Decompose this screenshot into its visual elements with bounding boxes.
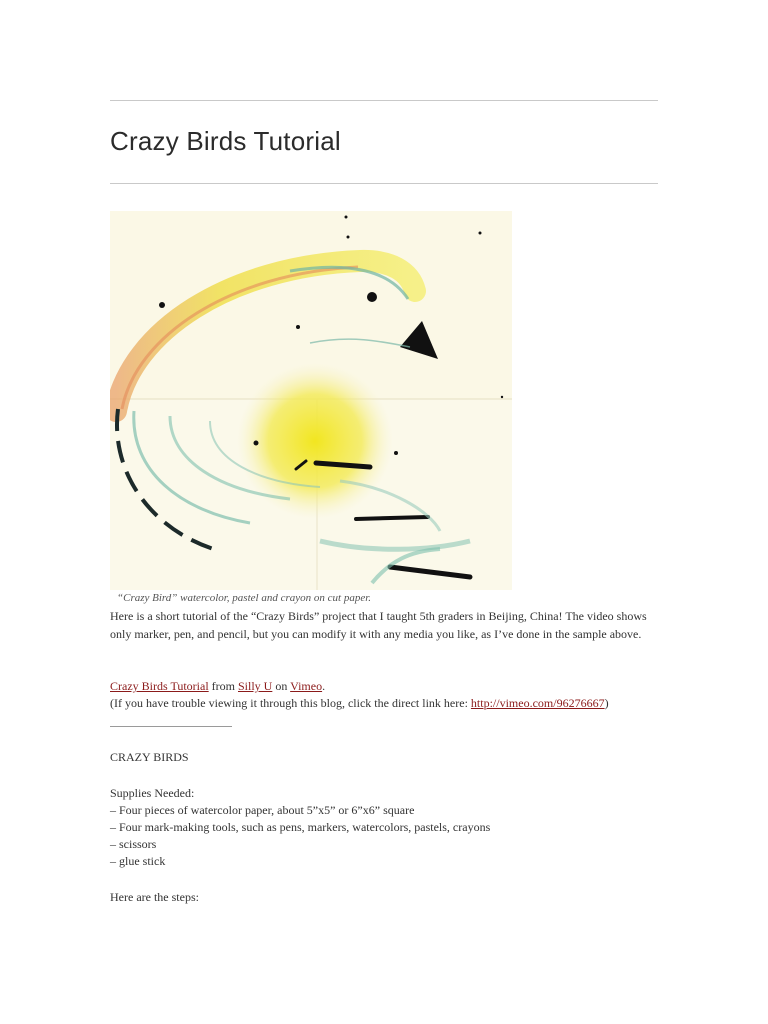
figure-caption: “Crazy Bird” watercolor, pastel and crayon on cut paper. <box>117 592 372 604</box>
top-divider <box>110 100 658 101</box>
direct-link-suffix: ) <box>604 696 609 710</box>
from-text: from <box>208 679 238 693</box>
crazy-bird-painting <box>110 211 512 590</box>
direct-video-url-link[interactable]: http://vimeo.com/96276667 <box>470 696 605 710</box>
supply-item: – Four mark-making tools, such as pens, markers, watercolors, pastels, crayons <box>110 820 491 834</box>
steps-heading: Here are the steps: <box>110 890 199 904</box>
period-text: . <box>322 679 326 693</box>
title-divider <box>110 183 658 184</box>
direct-link-prefix: (If you have trouble viewing it through this blog, click the direct link here: <box>110 696 471 710</box>
video-title-link[interactable]: Crazy Birds Tutorial <box>110 679 209 693</box>
video-credit-line <box>110 679 325 694</box>
supply-item: – glue stick <box>110 854 166 868</box>
direct-link-note <box>110 696 609 711</box>
page-title: Crazy Birds Tutorial <box>110 126 341 156</box>
supply-item: – Four pieces of watercolor paper, about 5”x5” or 6”x6” square <box>110 803 415 817</box>
section-separator <box>110 726 232 727</box>
section-heading: CRAZY BIRDS <box>110 750 189 764</box>
author-link[interactable]: Silly U <box>238 679 273 693</box>
supplies-heading: Supplies Needed: <box>110 786 195 800</box>
vimeo-link[interactable]: Vimeo <box>290 679 323 693</box>
on-text: on <box>272 679 291 693</box>
intro-paragraph: Here is a short tutorial of the “Crazy Birds” project that I taught 5th graders in Beijing, China! The video shows only marker, pen, and pencil, but you can modify it with any media you like, as I’ve done in the sample above. <box>110 609 647 641</box>
supply-item: – scissors <box>110 837 157 851</box>
